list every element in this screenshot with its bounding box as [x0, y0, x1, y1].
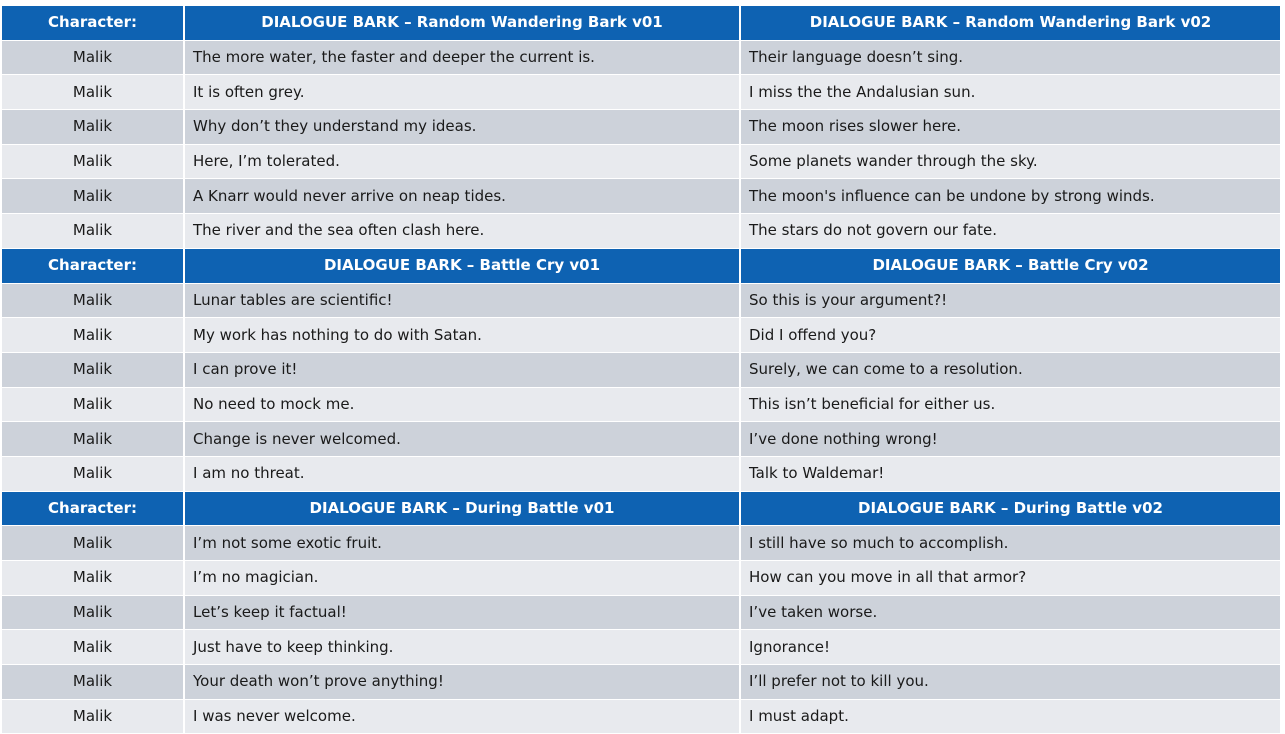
bark-v02-cell: Some planets wander through the sky. [740, 144, 1280, 179]
bark-v02-cell: I still have so much to accomplish. [740, 526, 1280, 561]
bark-v02-cell: How can you move in all that armor? [740, 561, 1280, 596]
character-cell: Malik [2, 595, 184, 630]
bark-v01-cell: Just have to keep thinking. [184, 630, 740, 665]
table-row [2, 40, 1280, 75]
table-row [2, 526, 1280, 561]
character-cell: Malik [2, 179, 184, 214]
column-header-v01: DIALOGUE BARK – During Battle v01 [184, 491, 740, 526]
character-cell: Malik [2, 214, 184, 249]
column-header-v02: DIALOGUE BARK – Random Wandering Bark v02 [740, 6, 1280, 40]
bark-v01-cell: Your death won’t prove anything! [184, 665, 740, 700]
table-row [2, 699, 1280, 734]
bark-v01-cell: No need to mock me. [184, 387, 740, 422]
character-cell: Malik [2, 665, 184, 700]
bark-v01-cell: I was never welcome. [184, 699, 740, 734]
table-row [2, 179, 1280, 214]
character-cell: Malik [2, 352, 184, 387]
table-row [2, 75, 1280, 110]
bark-v02-cell: I must adapt. [740, 699, 1280, 734]
table-row [2, 456, 1280, 491]
bark-v02-cell: I miss the the Andalusian sun. [740, 75, 1280, 110]
table-row [2, 283, 1280, 318]
bark-v01-cell: Why don’t they understand my ideas. [184, 110, 740, 145]
table-row [2, 352, 1280, 387]
bark-v02-cell: Talk to Waldemar! [740, 456, 1280, 491]
bark-v01-cell: Here, I’m tolerated. [184, 144, 740, 179]
character-cell: Malik [2, 144, 184, 179]
column-header-character: Character: [2, 491, 184, 526]
character-cell: Malik [2, 387, 184, 422]
bark-v01-cell: The more water, the faster and deeper the current is. [184, 40, 740, 75]
bark-v02-cell: The moon's influence can be undone by strong winds. [740, 179, 1280, 214]
character-cell: Malik [2, 561, 184, 596]
character-cell: Malik [2, 283, 184, 318]
section-header-row [2, 6, 1280, 40]
bark-v01-cell: My work has nothing to do with Satan. [184, 318, 740, 353]
table-row [2, 318, 1280, 353]
bark-v02-cell: This isn’t beneficial for either us. [740, 387, 1280, 422]
column-header-character: Character: [2, 6, 184, 40]
table-row [2, 214, 1280, 249]
bark-v02-cell: The moon rises slower here. [740, 110, 1280, 145]
character-cell: Malik [2, 422, 184, 457]
column-header-v02: DIALOGUE BARK – During Battle v02 [740, 491, 1280, 526]
character-cell: Malik [2, 110, 184, 145]
character-cell: Malik [2, 40, 184, 75]
bark-v02-cell: I’ve done nothing wrong! [740, 422, 1280, 457]
dialogue-bark-table-body [2, 6, 1280, 734]
dialogue-bark-table [2, 6, 1280, 734]
section-header-row [2, 491, 1280, 526]
bark-v01-cell: A Knarr would never arrive on neap tides. [184, 179, 740, 214]
section-header-row [2, 248, 1280, 283]
character-cell: Malik [2, 456, 184, 491]
table-row [2, 110, 1280, 145]
bark-v02-cell: The stars do not govern our fate. [740, 214, 1280, 249]
table-row [2, 144, 1280, 179]
bark-v01-cell: I’m not some exotic fruit. [184, 526, 740, 561]
bark-v01-cell: I can prove it! [184, 352, 740, 387]
table-row [2, 665, 1280, 700]
bark-v02-cell: Surely, we can come to a resolution. [740, 352, 1280, 387]
dialogue-bark-table-wrapper [2, 6, 1280, 734]
bark-v02-cell: Their language doesn’t sing. [740, 40, 1280, 75]
bark-v02-cell: I’ll prefer not to kill you. [740, 665, 1280, 700]
column-header-v02: DIALOGUE BARK – Battle Cry v02 [740, 248, 1280, 283]
bark-v01-cell: Change is never welcomed. [184, 422, 740, 457]
bark-v02-cell: Did I offend you? [740, 318, 1280, 353]
column-header-v01: DIALOGUE BARK – Random Wandering Bark v01 [184, 6, 740, 40]
bark-v01-cell: Let’s keep it factual! [184, 595, 740, 630]
bark-v01-cell: I am no threat. [184, 456, 740, 491]
bark-v02-cell: I’ve taken worse. [740, 595, 1280, 630]
bark-v01-cell: I’m no magician. [184, 561, 740, 596]
table-row [2, 630, 1280, 665]
character-cell: Malik [2, 526, 184, 561]
bark-v02-cell: So this is your argument?! [740, 283, 1280, 318]
character-cell: Malik [2, 318, 184, 353]
character-cell: Malik [2, 75, 184, 110]
table-row [2, 387, 1280, 422]
table-row [2, 595, 1280, 630]
bark-v02-cell: Ignorance! [740, 630, 1280, 665]
table-row [2, 422, 1280, 457]
table-row [2, 561, 1280, 596]
bark-v01-cell: Lunar tables are scientific! [184, 283, 740, 318]
bark-v01-cell: The river and the sea often clash here. [184, 214, 740, 249]
column-header-character: Character: [2, 248, 184, 283]
bark-v01-cell: It is often grey. [184, 75, 740, 110]
column-header-v01: DIALOGUE BARK – Battle Cry v01 [184, 248, 740, 283]
character-cell: Malik [2, 699, 184, 734]
character-cell: Malik [2, 630, 184, 665]
